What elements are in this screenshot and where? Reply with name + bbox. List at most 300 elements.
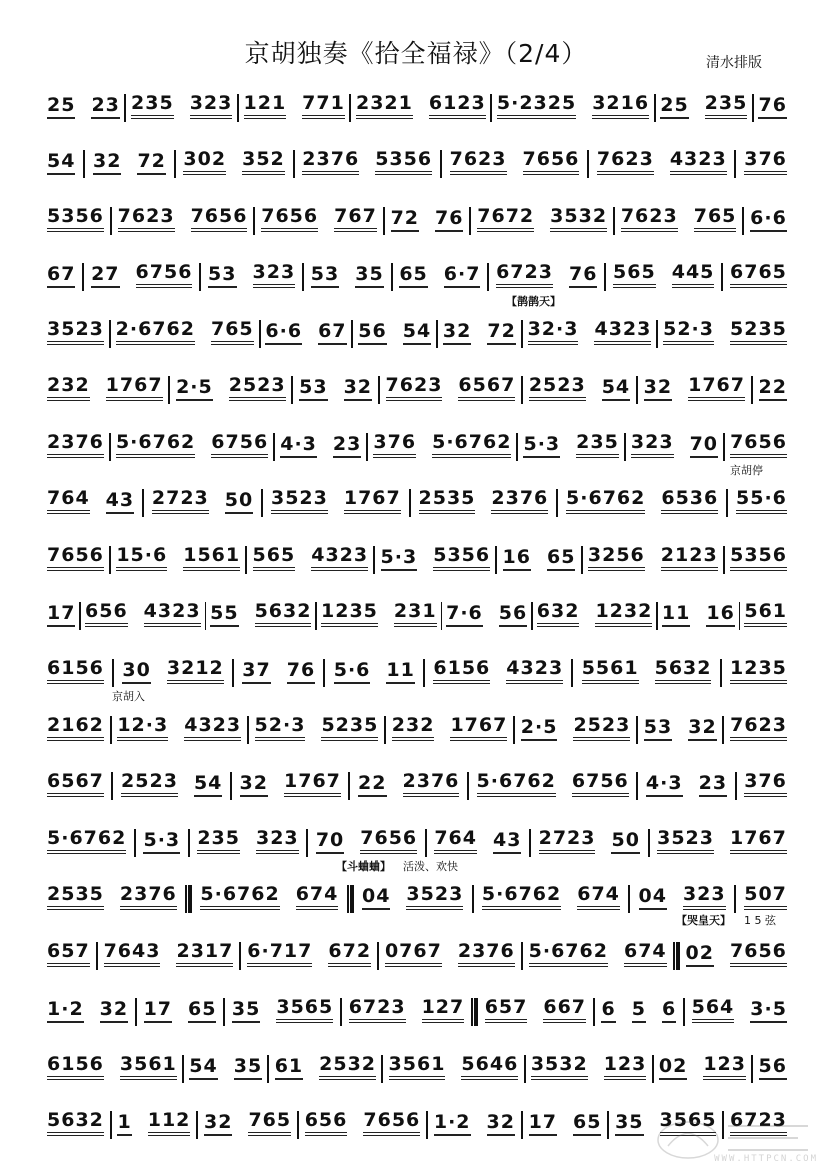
score-row xyxy=(43,981,791,1038)
note-group: 5356 xyxy=(47,206,104,232)
note-group: 12·3 xyxy=(117,715,168,741)
measure xyxy=(196,884,342,910)
barline xyxy=(142,489,144,517)
measure xyxy=(43,658,108,684)
measure xyxy=(655,1054,750,1080)
measure xyxy=(527,1054,651,1080)
note-group: 127 xyxy=(422,997,465,1023)
note-group: 1·2 xyxy=(47,999,84,1023)
barline xyxy=(751,1055,753,1083)
note-group: 6 xyxy=(662,999,676,1023)
barline xyxy=(636,716,638,744)
note-group: 232 xyxy=(47,375,90,401)
barline xyxy=(291,376,293,404)
note-group: 672 xyxy=(328,941,371,967)
measure xyxy=(430,1112,519,1136)
measure xyxy=(656,93,751,119)
note-group: 2·6762 xyxy=(116,319,195,345)
note-group: 2·5 xyxy=(176,377,213,401)
note-group: 32 xyxy=(644,377,672,401)
barline xyxy=(306,829,308,857)
measure xyxy=(43,771,108,797)
score-row xyxy=(43,415,791,472)
measure xyxy=(249,545,373,571)
barline xyxy=(83,150,85,178)
note-group: 5·3 xyxy=(523,434,560,458)
note-group: 5·6762 xyxy=(432,432,511,458)
measure xyxy=(533,601,657,627)
barline xyxy=(82,263,84,291)
note-group: 1767 xyxy=(344,488,401,514)
note-group: 765 xyxy=(694,206,737,232)
note-group: 27 xyxy=(91,264,119,288)
note-group: 7656 xyxy=(523,149,580,175)
barline xyxy=(440,150,442,178)
note-group: 767 xyxy=(334,206,377,232)
measure xyxy=(43,999,132,1023)
note-group: 5561 xyxy=(582,658,639,684)
barline xyxy=(425,829,427,857)
site-watermark xyxy=(648,1116,818,1164)
note-group: 32 xyxy=(240,773,268,797)
note-group: 5632 xyxy=(47,1110,104,1136)
measure xyxy=(593,149,731,175)
note-group: 123 xyxy=(703,1054,746,1080)
barline xyxy=(648,829,650,857)
tempo-marking: 活泼、欢快 xyxy=(403,860,458,873)
note-group: 22 xyxy=(358,773,386,797)
measure xyxy=(754,95,790,119)
barline xyxy=(381,1055,383,1083)
measure xyxy=(127,93,236,119)
note-group: 43 xyxy=(106,490,134,514)
barline xyxy=(109,546,111,574)
measure xyxy=(387,208,468,232)
note-group: 4323 xyxy=(506,658,563,684)
note-group: 765 xyxy=(248,1110,291,1136)
note-group: 2535 xyxy=(419,488,476,514)
barline xyxy=(722,716,724,744)
note-group: 11 xyxy=(386,660,414,684)
measure xyxy=(295,377,376,401)
note-group: 7656 xyxy=(47,545,104,571)
note-group: 6·6 xyxy=(265,321,302,345)
note-group: 1767 xyxy=(284,771,341,797)
barline xyxy=(340,998,342,1026)
measure xyxy=(330,660,419,684)
barline xyxy=(683,998,685,1026)
note-group: 65 xyxy=(188,999,216,1023)
note-group: 1232 xyxy=(595,601,652,627)
note-group: 5356 xyxy=(730,545,787,571)
barline xyxy=(293,150,295,178)
score-row xyxy=(43,924,791,981)
note-group: 323 xyxy=(683,884,726,910)
note-group: 656 xyxy=(85,601,128,627)
measure xyxy=(740,149,791,175)
note-group: 6·7 xyxy=(444,264,481,288)
barline xyxy=(524,1055,526,1083)
barline xyxy=(366,433,368,461)
note-group: 32 xyxy=(204,1112,232,1136)
measure xyxy=(755,1056,791,1080)
barline xyxy=(652,1055,654,1083)
measure xyxy=(640,717,721,741)
note-group: 6156 xyxy=(47,1054,104,1080)
note-group: 7656 xyxy=(360,828,417,854)
measure xyxy=(525,941,671,967)
section-label-doujiji: 【斗蛐蛐】 xyxy=(336,860,391,873)
barline xyxy=(734,885,736,913)
note-group: 30 xyxy=(122,660,150,684)
note-group: 2123 xyxy=(661,545,718,571)
note-group: 25 xyxy=(47,95,75,119)
measure xyxy=(87,262,196,288)
note-group: 23 xyxy=(333,434,361,458)
note-group: 16 xyxy=(503,547,531,571)
note-group: 32·3 xyxy=(528,319,579,345)
note-group: 7656 xyxy=(730,941,787,967)
note-group: 52·3 xyxy=(663,319,714,345)
note-group: 4323 xyxy=(670,149,727,175)
note-group: 53 xyxy=(299,377,327,401)
note-group: 65 xyxy=(573,1112,601,1136)
score-row xyxy=(43,302,791,359)
note-group: 3561 xyxy=(120,1054,177,1080)
note-group: 2723 xyxy=(539,828,596,854)
note-group: 6567 xyxy=(47,771,104,797)
measure xyxy=(385,1054,523,1080)
note-group: 7623 xyxy=(118,206,175,232)
note-group: 35 xyxy=(355,264,383,288)
note-group: 70 xyxy=(690,434,718,458)
note-group: 2376 xyxy=(302,149,359,175)
note-group: 323 xyxy=(253,262,296,288)
note-group: 5632 xyxy=(255,601,312,627)
score-row xyxy=(43,528,791,585)
barline xyxy=(521,320,523,348)
barline xyxy=(720,659,722,687)
measure xyxy=(43,828,130,854)
note-group: 7656 xyxy=(730,432,787,458)
note-group: 1767 xyxy=(688,375,745,401)
barline xyxy=(259,320,261,348)
measure xyxy=(354,321,435,345)
barline xyxy=(373,546,375,574)
barline xyxy=(110,1111,112,1139)
barline xyxy=(135,998,137,1026)
score-row xyxy=(43,698,791,755)
measure xyxy=(578,658,716,684)
note-group: 765 xyxy=(211,319,254,345)
note-group: 507 xyxy=(744,884,787,910)
barline xyxy=(436,320,438,348)
note-group: 54 xyxy=(602,377,630,401)
barline xyxy=(513,716,515,744)
barline xyxy=(245,546,247,574)
note-group: 67 xyxy=(318,321,346,345)
measure xyxy=(43,1054,181,1080)
instruction-jinghu-stop: 京胡停 xyxy=(730,464,763,477)
note-group: 3216 xyxy=(592,93,649,119)
note-group: 565 xyxy=(253,545,296,571)
note-group: 3256 xyxy=(588,545,645,571)
note-group: 1767 xyxy=(106,375,163,401)
measure xyxy=(493,93,653,119)
page-title: 京胡独奏《拾全福禄》（2/4） xyxy=(244,39,588,68)
note-group: 1 xyxy=(117,1112,131,1136)
barline xyxy=(232,659,234,687)
note-group: 04 xyxy=(362,886,390,910)
measure xyxy=(118,658,227,684)
note-group: 7623 xyxy=(730,715,787,741)
note-group: 11 xyxy=(662,603,690,627)
measure xyxy=(140,999,221,1023)
note-group: 376 xyxy=(744,771,787,797)
measure xyxy=(726,715,791,741)
note-group: 04 xyxy=(639,886,667,910)
note-group: 17 xyxy=(144,999,172,1023)
measure xyxy=(206,601,315,627)
barline xyxy=(742,207,744,235)
measure xyxy=(112,432,272,458)
barline xyxy=(273,433,275,461)
barline xyxy=(168,376,170,404)
note-group: 561 xyxy=(744,601,787,627)
note-group: 376 xyxy=(373,432,416,458)
note-group: 667 xyxy=(543,997,586,1023)
note-group: 72 xyxy=(137,151,165,175)
measure xyxy=(524,319,656,345)
note-group: 7672 xyxy=(477,206,534,232)
note-group: 1767 xyxy=(730,828,787,854)
string-tuning: 1 5 弦 xyxy=(744,914,776,927)
measure xyxy=(746,208,791,232)
measure xyxy=(43,264,79,288)
measure xyxy=(609,262,718,288)
note-group: 7656 xyxy=(191,206,248,232)
note-group: 5·6762 xyxy=(116,432,195,458)
barline xyxy=(196,1111,198,1139)
note-group: 6723 xyxy=(349,997,406,1023)
note-group: 235 xyxy=(197,828,240,854)
barline xyxy=(656,320,658,348)
note-group: 32 xyxy=(487,1112,515,1136)
note-group: 6756 xyxy=(572,771,629,797)
note-group: 5·6762 xyxy=(566,488,645,514)
note-group: 6156 xyxy=(433,658,490,684)
note-group: 15·6 xyxy=(116,545,167,571)
note-group: 112 xyxy=(148,1110,191,1136)
note-group: 0767 xyxy=(385,941,442,967)
barline xyxy=(721,263,723,291)
note-group: 65 xyxy=(399,264,427,288)
note-group: 54 xyxy=(403,321,431,345)
barline xyxy=(495,546,497,574)
note-group: 1235 xyxy=(321,601,378,627)
measure xyxy=(43,545,108,571)
note-group: 53 xyxy=(208,264,236,288)
measure xyxy=(640,375,749,401)
note-group: 6765 xyxy=(730,262,787,288)
note-group: 764 xyxy=(434,828,477,854)
barline xyxy=(723,546,725,574)
note-group: 2523 xyxy=(529,375,586,401)
note-group: 76 xyxy=(435,208,463,232)
note-group: 3523 xyxy=(271,488,328,514)
measure xyxy=(43,603,79,627)
measure xyxy=(726,658,791,684)
note-group: 4323 xyxy=(311,545,368,571)
note-group: 674 xyxy=(577,884,620,910)
barline xyxy=(96,942,98,970)
note-group: 7623 xyxy=(450,149,507,175)
note-group: 02 xyxy=(659,1056,687,1080)
note-group: 565 xyxy=(613,262,656,288)
barline xyxy=(110,207,112,235)
note-group: 352 xyxy=(242,149,285,175)
note-group: 121 xyxy=(244,93,287,119)
measure xyxy=(442,603,531,627)
note-group: 2376 xyxy=(47,432,104,458)
note-group: 43 xyxy=(493,830,521,854)
measure xyxy=(562,488,722,514)
note-group: 35 xyxy=(615,1112,643,1136)
note-group: 35 xyxy=(232,999,260,1023)
note-group: 657 xyxy=(47,941,90,967)
note-group: 22 xyxy=(759,377,787,401)
barline xyxy=(423,659,425,687)
barline xyxy=(391,263,393,291)
measure xyxy=(185,1056,266,1080)
measure xyxy=(112,319,258,345)
note-group: 6723 xyxy=(496,262,553,288)
barline xyxy=(556,489,558,517)
note-group: 53 xyxy=(644,717,672,741)
measure xyxy=(369,432,515,458)
note-group: 23 xyxy=(91,95,119,119)
note-group: 5356 xyxy=(375,149,432,175)
barline xyxy=(109,433,111,461)
measure xyxy=(271,1054,380,1080)
measure xyxy=(43,95,124,119)
repeat-sign xyxy=(673,942,680,970)
measure xyxy=(740,601,791,627)
measure xyxy=(381,941,519,967)
score-row xyxy=(43,472,791,529)
measure xyxy=(358,884,467,910)
barline xyxy=(487,263,489,291)
score-row xyxy=(43,76,791,133)
note-group: 123 xyxy=(604,1054,647,1080)
measure xyxy=(688,997,791,1023)
note-group: 3532 xyxy=(550,206,607,232)
measure xyxy=(627,432,722,458)
barline xyxy=(182,1055,184,1083)
note-group: 25 xyxy=(660,95,688,119)
note-group: 771 xyxy=(302,93,345,119)
section-label-kuhuangtian: 【哭皇天】 xyxy=(676,914,731,927)
measure xyxy=(148,488,257,514)
measure xyxy=(492,262,601,288)
measure xyxy=(395,264,484,288)
measure xyxy=(525,1112,606,1136)
note-group: 6·717 xyxy=(247,941,312,967)
measure xyxy=(240,93,349,119)
note-group: 2317 xyxy=(176,941,233,967)
measure xyxy=(276,434,365,458)
note-group: 2523 xyxy=(573,715,630,741)
note-group: 3212 xyxy=(167,658,224,684)
score-row xyxy=(43,133,791,190)
note-group: 37 xyxy=(242,660,270,684)
barline xyxy=(521,942,523,970)
note-group: 235 xyxy=(705,93,748,119)
barline xyxy=(109,320,111,348)
score-row xyxy=(43,585,791,642)
note-group: 16 xyxy=(706,603,734,627)
measure xyxy=(43,884,181,910)
measure xyxy=(473,771,633,797)
note-group: 67 xyxy=(47,264,75,288)
score-row xyxy=(43,755,791,812)
note-group: 5·6762 xyxy=(482,884,561,910)
note-group: 5356 xyxy=(433,545,490,571)
note-group: 6536 xyxy=(661,488,718,514)
note-group: 764 xyxy=(47,488,90,514)
measure xyxy=(525,375,634,401)
note-group: 564 xyxy=(692,997,735,1023)
measure xyxy=(429,658,567,684)
measure xyxy=(114,206,252,232)
measure xyxy=(597,999,680,1023)
note-group: 2532 xyxy=(319,1054,376,1080)
note-group: 53 xyxy=(311,264,339,288)
note-group: 2321 xyxy=(356,93,413,119)
measure xyxy=(307,264,388,288)
measure xyxy=(312,828,421,854)
measure xyxy=(584,545,722,571)
note-group: 7623 xyxy=(597,149,654,175)
barline xyxy=(378,376,380,404)
measure xyxy=(236,771,345,797)
note-group: 76 xyxy=(569,264,597,288)
measure xyxy=(732,488,791,514)
note-group: 632 xyxy=(537,601,580,627)
measure xyxy=(388,715,512,741)
measure xyxy=(345,997,469,1023)
measure xyxy=(139,830,184,854)
measure xyxy=(43,715,108,741)
note-group: 5632 xyxy=(655,658,712,684)
note-group: 56 xyxy=(358,321,386,345)
note-group: 5·3 xyxy=(381,547,418,571)
note-group: 35 xyxy=(234,1056,262,1080)
barline xyxy=(636,772,638,800)
arranger-credit: 清水排版 xyxy=(706,55,762,71)
section-label-quetianqiao: 【鹊鹊天】 xyxy=(506,295,561,308)
measure xyxy=(113,715,245,741)
measure xyxy=(478,884,624,910)
note-group: 6567 xyxy=(458,375,515,401)
note-group: 5235 xyxy=(730,319,787,345)
note-group: 1561 xyxy=(183,545,240,571)
barline xyxy=(467,772,469,800)
note-group: 02 xyxy=(686,943,714,967)
barline xyxy=(377,942,379,970)
measure xyxy=(535,828,644,854)
note-group: 7656 xyxy=(363,1110,420,1136)
